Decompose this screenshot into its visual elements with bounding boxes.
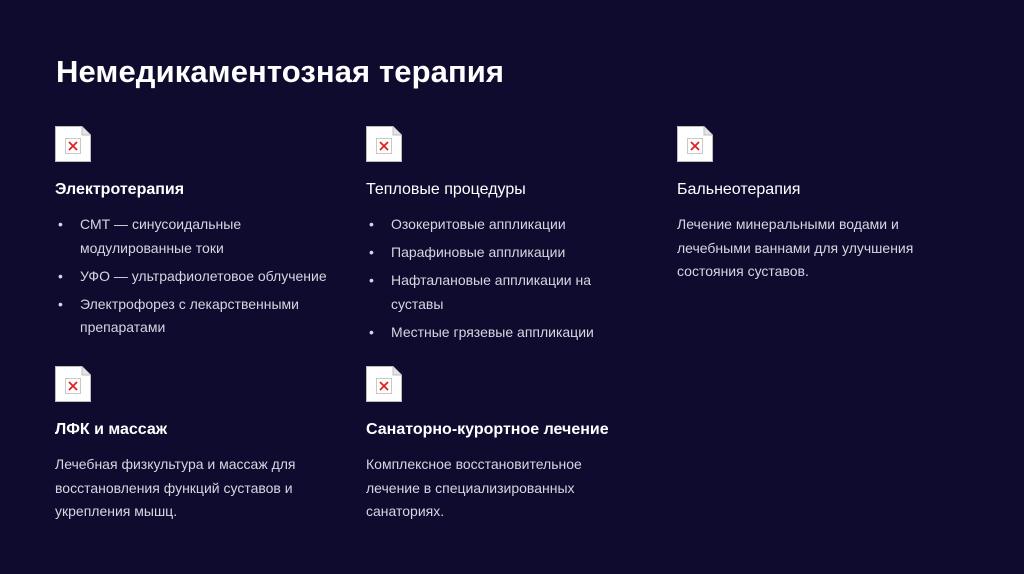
card-text: Комплексное восстановительное лечение в специализированных санаториях. — [366, 456, 582, 519]
list-item: • Парафиновые аппликации — [366, 241, 646, 265]
card-title: Бальнеотерапия — [677, 181, 801, 198]
broken-image-icon — [366, 366, 402, 402]
card-text: Лечение минеральными водами и лечебными ваннами для улучшения состояния суставов. — [677, 216, 914, 279]
list-item: • Местные грязевые аппликации — [366, 321, 646, 345]
page-title: Немедикаментозная терапия — [56, 54, 505, 89]
list-item: • Электрофорез с лекарственными препаратами — [55, 293, 335, 340]
broken-image-icon — [55, 366, 91, 402]
card-title: Электротерапия — [55, 181, 185, 198]
list-item: • УФО — ультрафиолетовое облучение — [55, 265, 335, 289]
list-item: • СМТ — синусоидальные модулированные токи — [55, 213, 335, 260]
list-item: • Нафталановые аппликации на суставы — [366, 269, 646, 316]
list-item: • Озокеритовые аппликации — [366, 213, 646, 237]
bullet-list — [366, 213, 646, 349]
broken-image-icon — [677, 126, 713, 162]
card-text: Лечебная физкультура и массаж для восстановления функций суставов и укрепления мышц. — [55, 456, 296, 519]
broken-image-icon — [366, 126, 402, 162]
card-title: Санаторно-курортное лечение — [366, 421, 609, 438]
card-title: Тепловые процедуры — [366, 181, 526, 198]
card-title: ЛФК и массаж — [55, 421, 168, 438]
broken-image-icon — [55, 126, 91, 162]
bullet-list — [55, 213, 335, 344]
